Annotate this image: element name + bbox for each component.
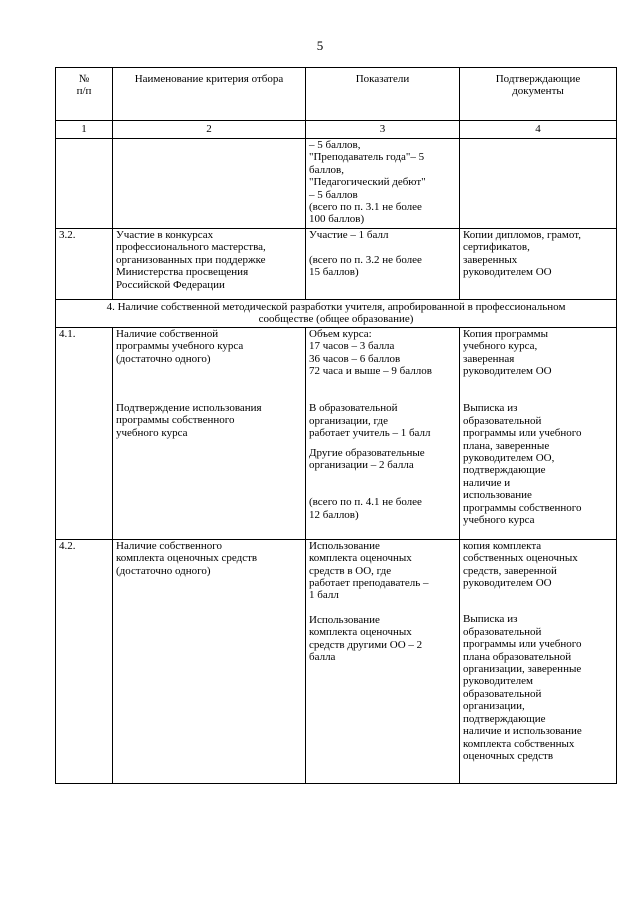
text-line: (всего по п. 4.1 не более: [309, 496, 422, 509]
text-line: сертификатов,: [463, 241, 530, 254]
text-line: работает преподаватель –: [309, 577, 429, 590]
text-line: заверенных: [463, 253, 518, 266]
text-line: Участие – 1 балл: [309, 229, 389, 241]
text-line: 12 баллов): [309, 508, 359, 521]
cell-documents: [460, 229, 617, 300]
text-line: Подтверждающие: [495, 73, 581, 85]
text-line: "Преподаватель года"– 5: [309, 151, 425, 164]
column-number: 1: [56, 121, 113, 139]
text-line: баллов,: [309, 163, 344, 176]
indicator-block: [309, 540, 456, 602]
text-line: сообществе (общее образование): [258, 313, 414, 326]
document-block: [463, 402, 613, 526]
text-line: Министерства просвещения: [116, 266, 249, 279]
header-cell-criterion: [113, 68, 306, 121]
text-line: (достаточно одного): [116, 564, 211, 577]
text-line: комплекта собственных: [463, 737, 575, 750]
indicator-block: [309, 447, 456, 472]
text-line: наличие и: [463, 476, 511, 489]
cell-criterion: [113, 327, 306, 539]
column-number-row: [56, 121, 617, 139]
cell-criterion: [113, 539, 306, 783]
text-line: балла: [309, 651, 336, 664]
text-line: руководителем ОО: [463, 365, 552, 378]
text-line: Другие образовательные: [309, 446, 425, 459]
cell-empty: [460, 139, 617, 229]
cell-number: 4.1.: [56, 327, 113, 539]
column-number: 2: [113, 121, 306, 139]
text-line: (всего по п. 3.2 не более: [309, 253, 422, 266]
indicator-block: [309, 229, 456, 241]
indicator-block: [309, 328, 456, 378]
text-line: собственных оценочных: [463, 552, 578, 565]
text-line: средств, заверенной: [463, 564, 557, 577]
table-row-3-2: [56, 229, 617, 300]
header-cell-number: [56, 68, 113, 121]
text-line: организации, заверенные: [463, 663, 582, 676]
text-line: средств в ОО, где: [309, 564, 392, 577]
cell-indicators: [306, 327, 460, 539]
cell-number: 4.2.: [56, 539, 113, 783]
text-line: заверенная: [463, 352, 515, 365]
cell-indicators: [306, 539, 460, 783]
text-line: Наличие собственного: [116, 539, 223, 552]
document-block: [463, 328, 613, 378]
text-line: наличие и использование: [463, 725, 582, 738]
text-line: Наличие собственной: [116, 327, 219, 340]
text-line: Использование: [309, 539, 380, 552]
text-line: программы собственного: [463, 501, 582, 514]
cell-documents: [460, 327, 617, 539]
text-line: комплекта оценочных: [309, 552, 412, 565]
text-line: образовательной: [463, 625, 542, 638]
text-line: – 5 баллов: [309, 188, 358, 201]
indicator-block: [309, 402, 456, 439]
text-line: учебного курса: [116, 426, 188, 439]
text-line: учебного курса: [463, 514, 535, 527]
text-line: плана образовательной: [463, 650, 572, 663]
text-line: 4. Наличие собственной методической разработки учителя, апробированной в профессиональном: [106, 301, 566, 313]
table-row-continuation: [56, 139, 617, 229]
section-heading: [56, 300, 617, 328]
text-line: организации – 2 балла: [309, 459, 414, 472]
text-line: 36 часов – 6 баллов: [309, 352, 401, 365]
text-line: п/п: [76, 85, 92, 98]
text-line: Показатели: [355, 73, 410, 85]
document-block: [463, 613, 613, 762]
criterion-block: [116, 402, 302, 439]
text-line: Использование: [309, 613, 380, 626]
cell-indicators: [306, 229, 460, 300]
text-line: оценочных средств: [463, 749, 554, 762]
text-line: 15 баллов): [309, 266, 359, 279]
text-line: 1 балл: [309, 589, 339, 602]
text-line: Российской Федерации: [116, 278, 225, 291]
cell-documents: [460, 539, 617, 783]
text-line: руководителем ОО: [463, 577, 552, 590]
text-line: программы или учебного: [463, 427, 582, 440]
cell-number: 3.2.: [56, 229, 113, 300]
table-row-4-1: [56, 327, 617, 539]
column-number: 3: [306, 121, 460, 139]
section-row-4: [56, 300, 617, 328]
text-line: Участие в конкурсах: [116, 229, 214, 241]
text-line: №: [78, 73, 90, 85]
page-number: 5: [316, 38, 324, 53]
cell-indicators: [306, 139, 460, 229]
text-line: – 5 баллов,: [309, 139, 361, 151]
header-cell-documents: [460, 68, 617, 121]
text-line: Объем курса:: [309, 327, 372, 340]
text-line: комплекта оценочных средств: [116, 552, 258, 565]
text-line: "Педагогический дебют": [309, 176, 426, 189]
text-line: профессионального мастерства,: [116, 241, 266, 254]
text-line: программы или учебного: [463, 638, 582, 651]
text-line: (всего по п. 3.1 не более: [309, 201, 422, 214]
text-line: руководителем: [463, 675, 533, 688]
text-line: руководителем ОО,: [463, 452, 555, 465]
table-row-4-2: [56, 539, 617, 783]
text-line: комплекта оценочных: [309, 626, 412, 639]
indicator-block: [309, 254, 456, 279]
text-line: Подтверждение использования: [116, 402, 262, 415]
text-line: руководителем ОО: [463, 266, 552, 279]
text-line: В образовательной: [309, 402, 398, 415]
text-line: программы учебного курса: [116, 340, 244, 353]
text-line: (достаточно одного): [116, 352, 211, 365]
text-line: работает учитель – 1 балл: [309, 427, 431, 440]
header-cell-indicators: [306, 68, 460, 121]
criteria-table: [55, 67, 617, 784]
text-line: учебного курса,: [463, 340, 538, 353]
text-line: 72 часа и выше – 9 баллов: [309, 365, 432, 378]
criterion-block: [116, 328, 302, 365]
cell-empty: [56, 139, 113, 229]
text-line: образовательной: [463, 687, 542, 700]
text-line: 17 часов – 3 балла: [309, 340, 395, 353]
document-block: [463, 540, 613, 590]
text-line: использование: [463, 489, 532, 502]
text-line: программы собственного: [116, 414, 235, 427]
text-line: 100 баллов): [309, 213, 365, 226]
text-line: Выписка из: [463, 402, 518, 415]
indicator-block: [309, 614, 456, 664]
text-line: Копии дипломов, грамот,: [463, 229, 581, 241]
cell-criterion: [113, 229, 306, 300]
text-line: организации, где: [309, 414, 388, 427]
text-line: организованных при поддержке: [116, 253, 266, 266]
text-line: средств другими ОО – 2: [309, 638, 423, 651]
header-row: [56, 68, 617, 121]
text-line: образовательной: [463, 414, 542, 427]
text-line: копия комплекта: [463, 539, 542, 552]
text-line: документы: [512, 85, 564, 98]
text-line: Выписка из: [463, 613, 518, 626]
column-number: 4: [460, 121, 617, 139]
text-line: подтверждающие: [463, 464, 546, 477]
text-line: плана, заверенные: [463, 439, 550, 452]
text-line: Наименование критерия отбора: [134, 73, 284, 85]
indicator-block: [309, 496, 456, 521]
text-line: Копия программы: [463, 327, 548, 340]
cell-empty: [113, 139, 306, 229]
text-line: подтверждающие: [463, 712, 546, 725]
text-line: организации,: [463, 700, 525, 713]
